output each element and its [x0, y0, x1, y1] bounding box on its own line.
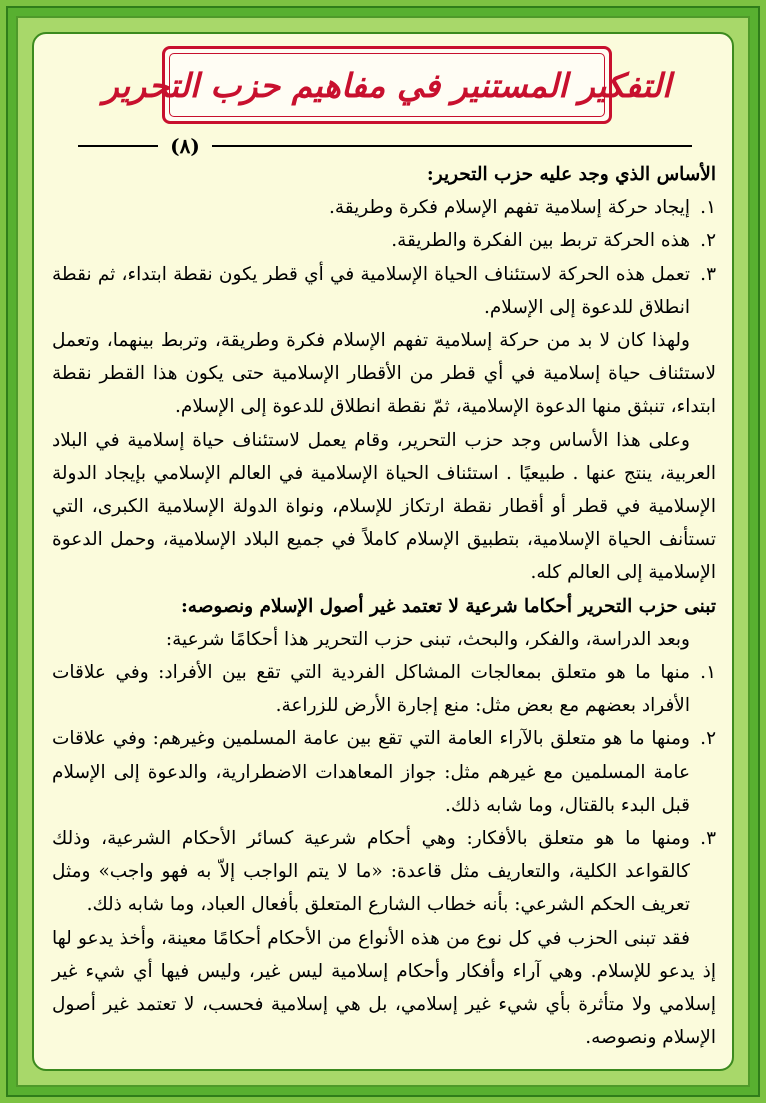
section-number: (٨) [170, 134, 200, 158]
article-body [52, 158, 716, 1058]
paragraph: فقد تبنى الحزب في كل نوع من هذه الأنواع من الأحكام أحكامًا معينة، وأخذ يدعو لها إذ يدعو للإسلام. وهي آراء وأفكار وأحكام إسلامية ليس غير، وليس فيها أي شيء غير إسلامي ولا متأثرة بأي شيء غير إسلامي، بل هي إسلامية فحسب، لا تعتمد غير أصول الإسلام ونصوصه. [52, 927, 716, 1049]
list-number: ١. [700, 197, 716, 219]
list-number: ٢. [700, 230, 716, 252]
heading-foundation: الأساس الذي وجد عليه حزب التحرير: [426, 164, 716, 185]
list-text: ومنها ما هو متعلق بالآراء العامة التي تقع بين عامة المسلمين وغيرهم: وفي علاقات عامة المسلمين مع غيرهم مثل: جواز المعاهدات الاضطرارية، والدعوة إلى الإسلام قبل البدء بالقتال، وما شابه ذلك. [52, 728, 690, 816]
list-item [52, 258, 716, 324]
list-item [52, 722, 716, 822]
heading-adopted-rulings: تبنى حزب التحرير أحكاما شرعية لا تعتمد غير أصول الإسلام ونصوصه: [180, 595, 716, 617]
divider-rule-left [78, 145, 158, 147]
title-banner [102, 46, 672, 124]
list-item [52, 224, 716, 257]
list-text: هذه الحركة تربط بين الفكرة والطريقة. [391, 230, 690, 252]
section-divider [54, 134, 716, 158]
list-item [52, 822, 716, 922]
list-item [52, 656, 716, 722]
list-text: منها ما هو متعلق بمعالجات المشاكل الفردية التي تقع بين الأفراد: وفي علاقات الأفراد بعضهم مع بعض مثل: منع إجارة الأرض للزراعة. [52, 662, 690, 717]
list-item [52, 191, 716, 224]
list-number: ٢. [700, 728, 716, 750]
list-number: ٣. [700, 263, 716, 285]
page-title: التفكير المستنير في مفاهيم حزب التحرير [102, 65, 672, 105]
list-text: إيجاد حركة إسلامية تفهم الإسلام فكرة وطريقة. [328, 197, 690, 219]
list-number: ٣. [700, 828, 716, 850]
paragraph: ولهذا كان لا بد من حركة إسلامية تفهم الإسلام فكرة وطريقة، وتربط بينهما، وتعمل لاستئناف حياة إسلامية في أي قطر من الأقطار الإسلامية حتى يكون هذا القطر نقطة ابتداء، تنبثق منها الدعوة الإسلامية، ثمّ نقطة انطلاق للدعوة إلى الإسلام. [52, 330, 716, 418]
list-text: تعمل هذه الحركة لاستئناف الحياة الإسلامية في أي قطر يكون نقطة ابتداء، ثم نقطة انطلاق للدعوة إلى الإسلام. [52, 263, 690, 318]
page [32, 32, 734, 1071]
list-text: ومنها ما هو متعلق بالأفكار: وهي أحكام شرعية كسائر الأحكام الشرعية، وذلك كالقواعد الكلية، والتعاريف مثل قاعدة: «ما لا يتم الواجب إلاّ به فهو واجب» ومثل تعريف الحكم الشرعي: بأنه خطاب الشارع المتعلق بأفعال العباد، وما شابه ذلك. [52, 828, 690, 916]
divider-rule-right [212, 145, 692, 147]
list-number: ١. [700, 662, 716, 684]
paragraph: وبعد الدراسة، والفكر، والبحث، تبنى حزب التحرير هذا أحكامًا شرعية: [165, 628, 690, 650]
paragraph: وعلى هذا الأساس وجد حزب التحرير، وقام يعمل لاستئناف حياة إسلامية في البلاد العربية، ينتج عنها . طبيعيًا . استئناف الحياة الإسلامية في العالم الإسلامي بإيجاد الدولة الإسلامية في قطر أو أقطار نقطة ارتكاز للإسلام، ونواة الدولة الإسلامية الكبرى، التي تستأنف الحياة الإسلامية، بتطبيق الإسلام كاملاً في جميع البلاد الإسلامية، وحمل الدعوة الإسلامية إلى العالم كله. [52, 429, 716, 584]
